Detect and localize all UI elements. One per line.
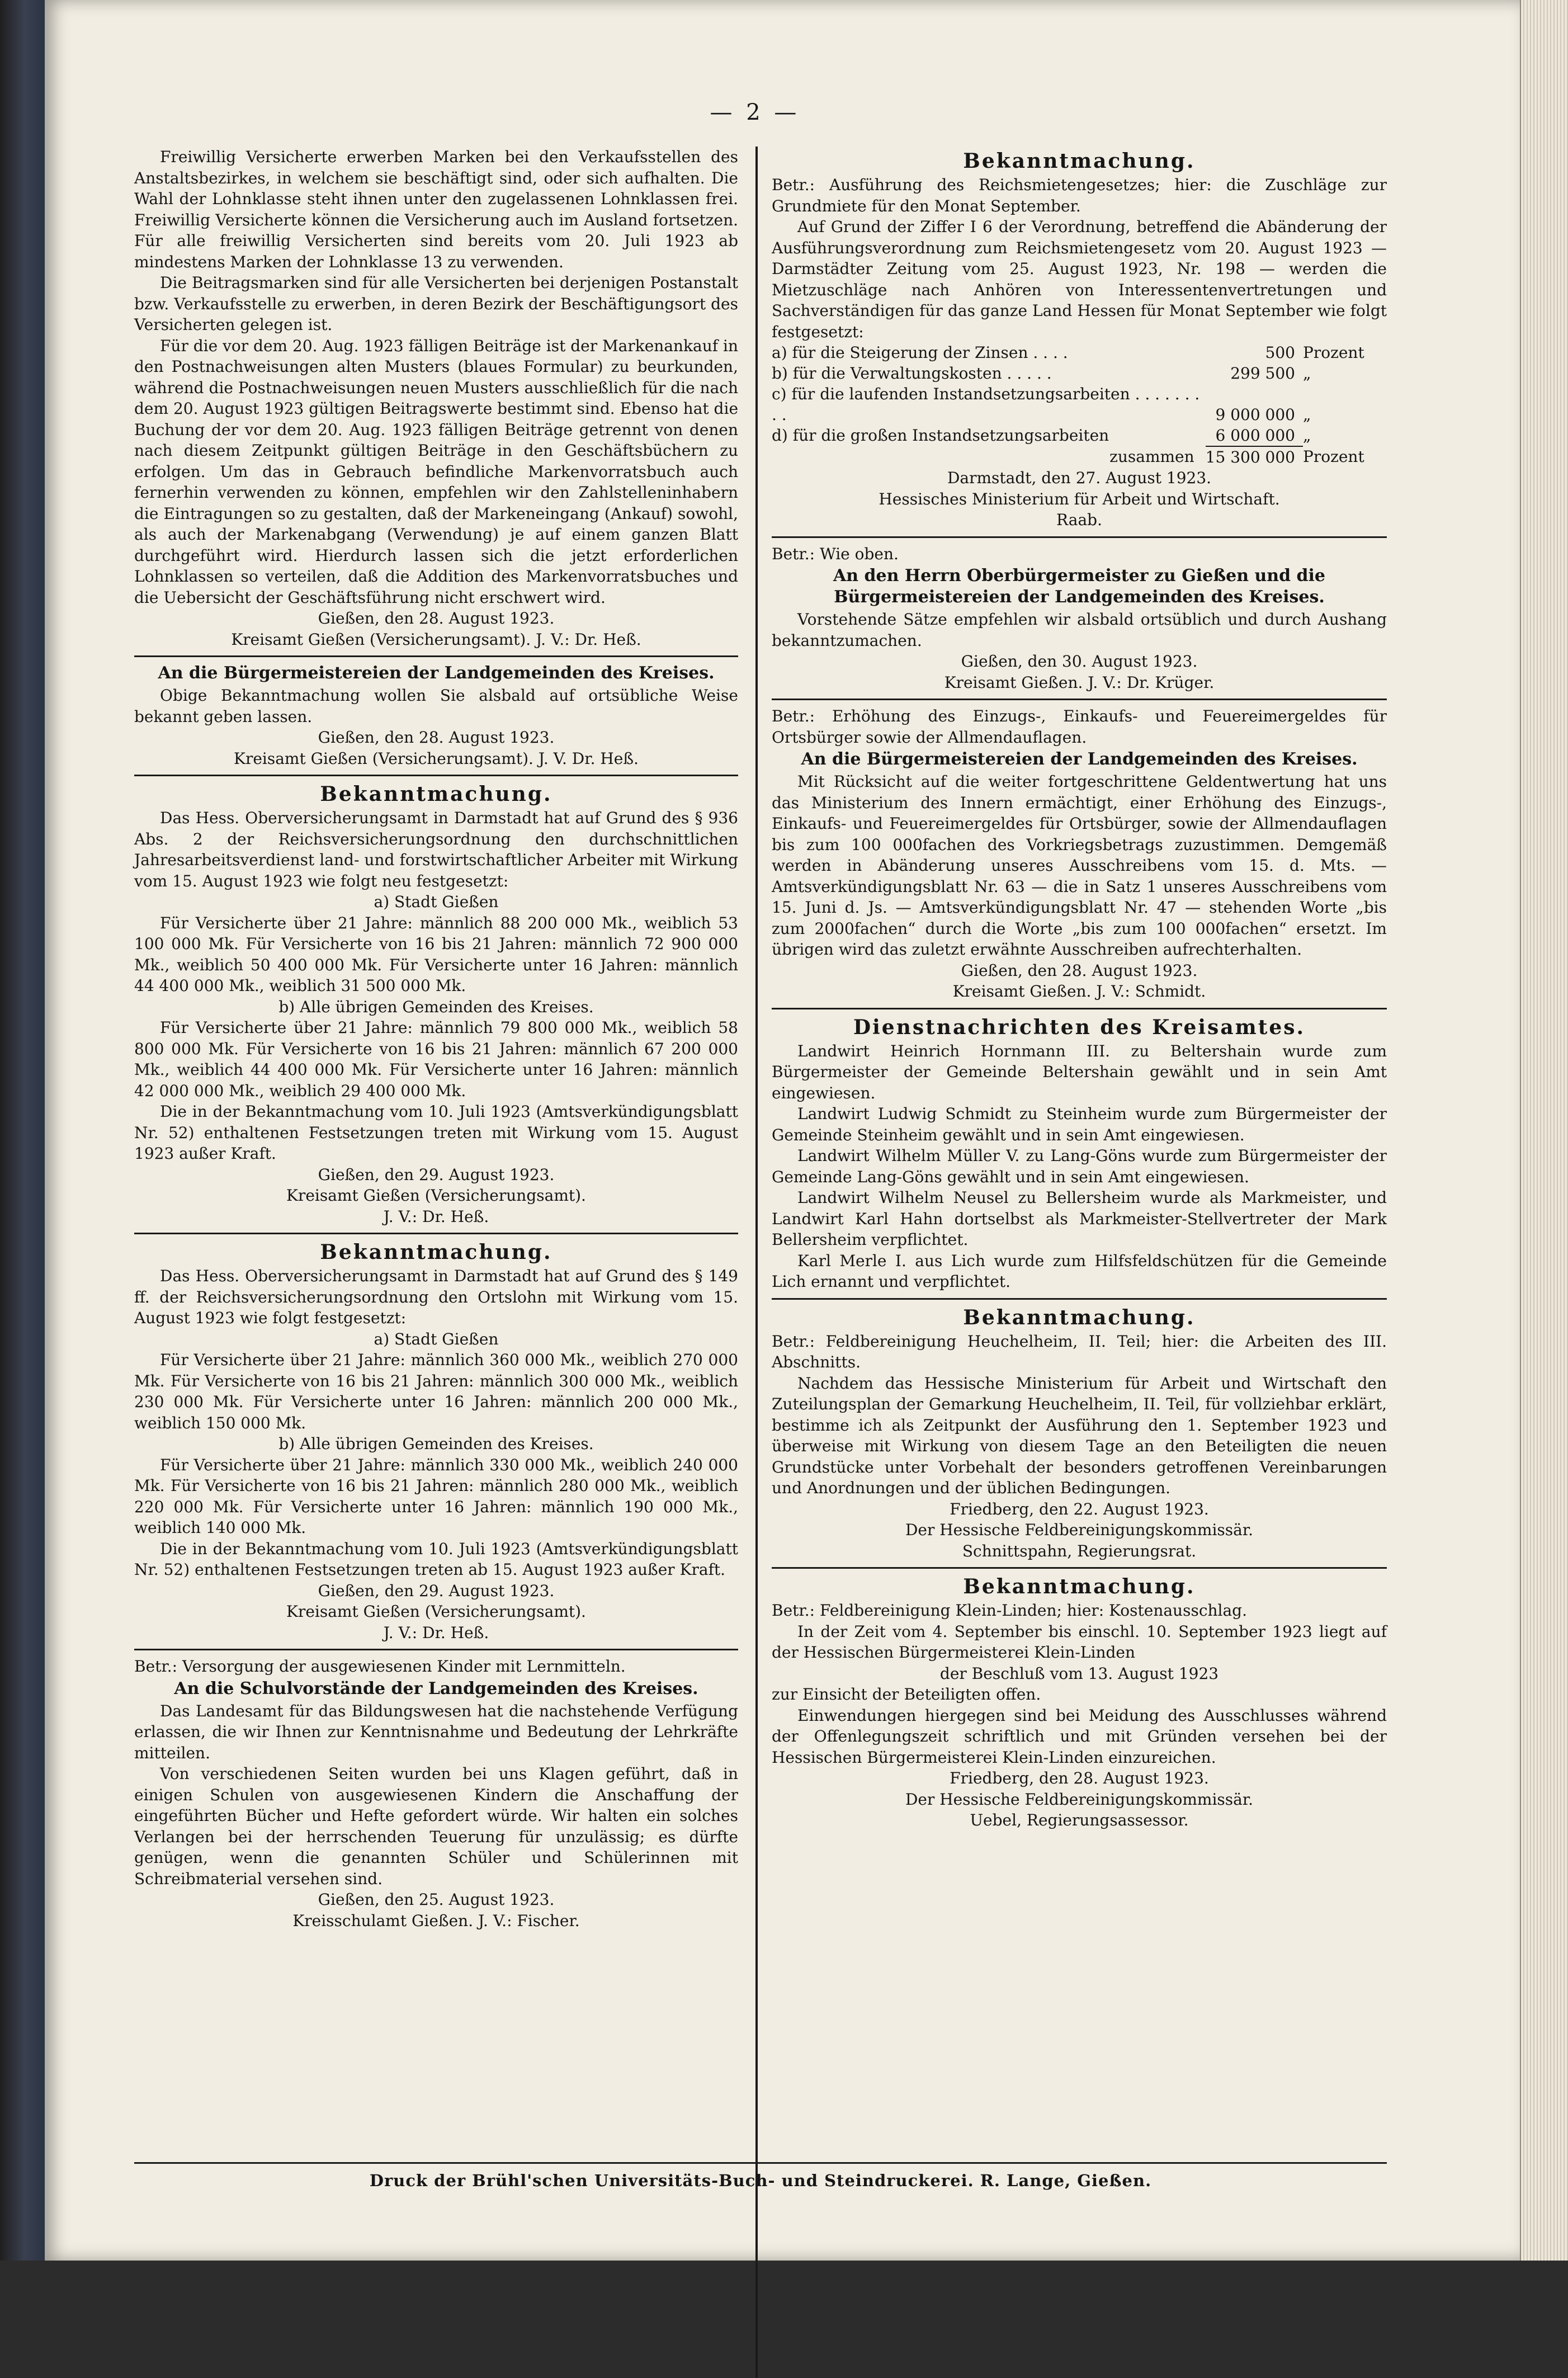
subject-line: Betr.: Feldbereinigung Heuchelheim, II. Teil; hier: die Arbeiten des III. Abschnitts.: [772, 1332, 1387, 1371]
signature-name: J. V.: Dr. Heß.: [383, 1623, 489, 1642]
page-edge: [1520, 0, 1568, 2261]
paragraph: Für Versicherte über 21 Jahre: männlich 330 000 Mk., weiblich 240 000 Mk. Für Versicherte von 16 bis 21 Jahren: männlich 280 000 Mk., weiblich 220 000 Mk. Für Versicherte unter 16 Jahren: männlich 190 000 Mk., weiblich 140 000 Mk.: [134, 1455, 738, 1537]
section-rule: [134, 1233, 738, 1234]
table-row: [772, 384, 1387, 425]
paragraph: Für Versicherte über 21 Jahre: männlich 360 000 Mk., weiblich 270 000 Mk. Für Versicherte von 16 bis 21 Jahren: männlich 300 000 Mk., weiblich 230 000 Mk. Für Versicherte unter 16 Jahren: männlich 200 000 Mk., weiblich 150 000 Mk.: [134, 1351, 738, 1432]
signature-date: Gießen, den 29. August 1923.: [318, 1165, 555, 1184]
subheading: a) Stadt Gießen: [374, 1329, 499, 1348]
signature-date: Darmstadt, den 27. August 1923.: [947, 469, 1212, 487]
signature-date: Friedberg, den 28. August 1923.: [950, 1769, 1209, 1787]
table-cell-value: 9 000 000: [1215, 405, 1295, 424]
paragraph: Landwirt Wilhelm Neusel zu Bellersheim wurde als Markmeister, und Landwirt Karl Hahn dortselbst als Markmeister-Stellvertreter der Mark Bellersheim verpflichtet.: [772, 1188, 1387, 1249]
paragraph: Landwirt Wilhelm Müller V. zu Lang-Göns wurde zum Bürgermeister der Gemeinde Lang-Göns gewählt und in sein Amt eingewiesen.: [772, 1146, 1387, 1186]
section-rule: [134, 1649, 738, 1650]
paragraph: Freiwillig Versicherte erwerben Marken bei den Verkaufsstellen des Anstaltsbezirkes, in welchem sie beschäftigt sind, oder sich aufhalten. Die Wahl der Lohnklasse steht ihnen unter den zugelassenen Lohnklassen frei. Freiwillig Versicherte können die Versicherung auch im Ausland fortsetzen. Für alle freiwillig Versicherten sind bereits vom 20. Juli 1923 ab mindestens Marken der Lohnklasse 13 zu verwenden.: [134, 148, 738, 271]
table-cell-unit: „: [1303, 426, 1311, 445]
book-spine: [0, 0, 45, 2261]
paragraph: Die in der Bekanntmachung vom 10. Juli 1923 (Amtsverkündigungsblatt Nr. 52) enthaltenen Festsetzungen treten mit Wirkung vom 15. August 1923 außer Kraft.: [134, 1102, 738, 1163]
section-rule: [772, 1008, 1387, 1009]
table-cell-unit: Prozent: [1303, 447, 1364, 466]
subheading: a) Stadt Gießen: [374, 893, 499, 911]
signature-authority: Kreisschulamt Gießen. J. V.: Fischer.: [292, 1911, 580, 1930]
paragraph: Das Landesamt für das Bildungswesen hat die nachstehende Verfügung erlassen, die wir Ihnen zur Kenntnisnahme und Bedeutung der Lehrkräfte mitteilen.: [134, 1701, 738, 1762]
paragraph: Obige Bekanntmachung wollen Sie alsbald auf ortsübliche Weise bekannt geben lassen.: [134, 686, 738, 726]
signature-authority: Kreisamt Gießen (Versicherungsamt). J. V.: Dr. Heß.: [231, 630, 641, 649]
table-cell-label: zusammen: [1109, 447, 1194, 466]
table-cell-value: 15 300 000: [1206, 446, 1303, 468]
address-heading: An die Bürgermeistereien der Landgemeinden des Kreises.: [801, 749, 1358, 769]
table-cell-unit: „: [1303, 405, 1311, 424]
signature-name: Raab.: [1056, 511, 1102, 529]
signature-date: Gießen, den 28. August 1923.: [318, 609, 555, 627]
table-cell-label: a) für die Steigerung der Zinsen . . . .: [772, 343, 1068, 362]
table-row: [772, 363, 1387, 384]
table-cell-label: c) für die laufenden Instandsetzungsarbeiten . . . . . . . . .: [772, 385, 1200, 424]
subject-line: Betr.: Ausführung des Reichsmietengesetzes; hier: die Zuschläge zur Grundmiete für den Monat September.: [772, 176, 1387, 215]
paragraph: Die in der Bekanntmachung vom 10. Juli 1923 (Amtsverkündigungsblatt Nr. 52) enthaltenen Festsetzungen treten ab 15. August 1923 außer Kraft.: [134, 1539, 738, 1579]
signature-date: Gießen, den 28. August 1923.: [961, 961, 1198, 980]
paragraph: Landwirt Ludwig Schmidt zu Steinheim wurde zum Bürgermeister der Gemeinde Steinheim gewählt und in sein Amt eingewiesen.: [772, 1105, 1387, 1144]
announcement-heading: Bekanntmachung.: [963, 1575, 1196, 1598]
signature-date: Friedberg, den 22. August 1923.: [950, 1499, 1209, 1518]
paragraph: Das Hess. Oberversicherungsamt in Darmstadt hat auf Grund des § 149 ff. der Reichsversicherungsordnung den Ortslohn mit Wirkung vom 15. August 1923 wie folgt festgesetzt:: [134, 1267, 738, 1327]
subheading: b) Alle übrigen Gemeinden des Kreises.: [278, 997, 594, 1016]
paragraph: Mit Rücksicht auf die weiter fortgeschrittene Geldentwertung hat uns das Ministerium des Innern ermächtigt, einer Erhöhung des Einzugs-, Einkaufs- und Feuereimergeldes für Ortsbürger, sowie der Allmendauflagen bis zum 100 000fachen des Vorkriegsbetrags zuzustimmen. Demgemäß werden in Abänderung unseres Ausschreibens vom 15. d. Mts. — Amtsverkündigungsblatt Nr. 63 — die in Satz 1 unseres Ausschreibens vom 15. Juni d. Js. — Amtsverkündigungsblatt Nr. 47 — stehenden Worte „bis zum 2000fachen“ durch die Worte „bis zum 100 000fachen“ ersetzt. Im übrigen wird das zuletzt erwähnte Ausschreiben aufrechterhalten.: [772, 772, 1387, 959]
announcement-heading: Bekanntmachung.: [320, 1240, 552, 1264]
table-cell-unit: Prozent: [1303, 343, 1364, 362]
column-divider: [755, 147, 758, 2378]
subject-line: Betr.: Feldbereinigung Klein-Linden; hier: Kostenausschlag.: [772, 1601, 1248, 1620]
paragraph: Für Versicherte über 21 Jahre: männlich 88 200 000 Mk., weiblich 53 100 000 Mk. Für Versicherte von 16 bis 21 Jahren: männlich 72 900 000 Mk., weiblich 50 400 000 Mk. Für Versicherte unter 16 Jahren: männlich 44 400 000 Mk., weiblich 31 500 000 Mk.: [134, 913, 738, 995]
paragraph: Von verschiedenen Seiten wurden bei uns Klagen geführt, daß in einigen Schulen von ausgewiesenen Kindern die Anschaffung der eingeführten Bücher und Hefte gefordert würde. Wir halten ein solches Verlangen bei der herrschenden Teuerung für unzulässig; es dürfte genügen, wenn die genannten Schüler und Schülerinnen mit Schreibmaterial versehen sind.: [134, 1764, 738, 1888]
signature-name: Schnittspahn, Regierungsrat.: [962, 1541, 1197, 1560]
paragraph: Vorstehende Sätze empfehlen wir alsbald ortsüblich und durch Aushang bekanntzumachen.: [772, 610, 1387, 650]
table-row: [772, 425, 1387, 446]
signature-authority: Kreisamt Gießen. J. V.: Dr. Krüger.: [944, 673, 1215, 692]
signature-date: Gießen, den 29. August 1923.: [318, 1581, 555, 1600]
section-rule: [772, 1298, 1387, 1300]
signature-date: Gießen, den 25. August 1923.: [318, 1890, 555, 1909]
paragraph: Die Beitragsmarken sind für alle Versicherten bei derjenigen Postanstalt bzw. Verkaufsstelle zu erwerben, in deren Bezirk der Beschäftigungsort des Versicherten gelegen ist.: [134, 273, 738, 334]
table-cell-label: b) für die Verwaltungskosten . . . . .: [772, 364, 1052, 383]
announcement-heading: Bekanntmachung.: [320, 782, 552, 806]
table-cell-unit: „: [1303, 364, 1311, 383]
centered-line: der Beschluß vom 13. August 1923: [939, 1664, 1219, 1683]
left-column: [134, 147, 738, 1931]
signature-date: Gießen, den 30. August 1923.: [961, 652, 1198, 671]
announcement-heading: Dienstnachrichten des Kreisamtes.: [853, 1015, 1306, 1039]
section-rule: [772, 1567, 1387, 1569]
signature-authority: Kreisamt Gießen (Versicherungsamt).: [286, 1186, 586, 1205]
subject-line: Betr.: Erhöhung des Einzugs-, Einkaufs- und Feuereimergeldes für Ortsbürger sowie der Allmendauflagen.: [772, 707, 1387, 747]
table-cell-value: 299 500: [1230, 364, 1295, 383]
table-cell-value: 6 000 000: [1215, 426, 1295, 445]
signature-name: J. V.: Dr. Heß.: [383, 1207, 489, 1226]
signature-authority: Kreisamt Gießen. J. V.: Schmidt.: [952, 982, 1206, 1001]
announcement-heading: Bekanntmachung.: [963, 149, 1196, 173]
paragraph: In der Zeit vom 4. September bis einschl. 10. September 1923 liegt auf der Hessischen Bürgermeisterei Klein-Linden: [772, 1622, 1387, 1662]
signature-date: Gießen, den 28. August 1923.: [318, 728, 555, 747]
address-heading: An die Bürgermeistereien der Landgemeinden des Kreises.: [158, 663, 715, 683]
section-rule: [772, 536, 1387, 538]
signature-authority: Der Hessische Feldbereinigungskommissär.: [905, 1521, 1254, 1539]
table-row-total: [772, 446, 1387, 468]
footer-rule: [134, 2162, 1387, 2164]
subject-line: Betr.: Wie oben.: [772, 544, 899, 563]
section-rule: [134, 775, 738, 776]
section-rule: [772, 699, 1387, 700]
announcement-heading: Bekanntmachung.: [963, 1305, 1196, 1329]
table-cell-label: d) für die großen Instandsetzungsarbeiten: [772, 426, 1109, 445]
page-number: — 2 —: [710, 100, 800, 125]
table-cell-value: 500: [1265, 343, 1295, 362]
signature-authority: Der Hessische Feldbereinigungskommissär.: [905, 1790, 1254, 1809]
paragraph: Auf Grund der Ziffer I 6 der Verordnung, betreffend die Abänderung der Ausführungsverordnung zum Reichsmietengesetz vom 20. August 1923 — Darmstädter Zeitung vom 25. August 1923, Nr. 198 — werden die Mietzuschläge nach Anhören von Interessentenvertretungen und Sachverständigen für das ganze Land Hessen für Monat September wie folgt festgesetzt:: [772, 218, 1387, 341]
right-column: [772, 147, 1387, 1831]
paragraph: Für Versicherte über 21 Jahre: männlich 79 800 000 Mk., weiblich 58 800 000 Mk. Für Versicherte von 16 bis 21 Jahren: männlich 67 200 000 Mk., weiblich 44 400 000 Mk. Für Versicherte unter 16 Jahren: männlich 42 000 000 Mk., weiblich 29 400 000 Mk.: [134, 1018, 738, 1100]
paragraph: Für die vor dem 20. Aug. 1923 fälligen Beiträge ist der Markenankauf in den Postnachweisungen alten Musters (blaues Formular) zu beurkunden, während die Postnachweisungen neuen Musters ausschließlich für die nach dem 20. August 1923 gültigen Beitragswerte bestimmt sind. Ebenso hat die Buchung der vor dem 20. Aug. 1923 fälligen Beiträge getrennt von denen nach diesem Zeitpunkt gültigen Beiträge in den Geschäftsbüchern zu erfolgen. Um das in Gebrauch befindliche Markenvorratsbuch auch fernerhin verwenden zu können, empfehlen wir den Zahlstelleninhabern die Eintragungen so zu gestalten, daß der Markeneingang (Ankauf) sowohl, als auch der Markenabgang (Verwendung) je auf einem ganzen Blatt durchgeführt wird. Hierdurch lassen sich die jetzt erforderlichen Lohnklassen so verteilen, daß die Addition des Markenvorratsbuches und die Uebersicht der Geschäftsführung nicht erschwert wird.: [134, 336, 739, 607]
subheading: b) Alle übrigen Gemeinden des Kreises.: [278, 1435, 594, 1453]
address-heading: An den Herrn Oberbürgermeister zu Gießen und die Bürgermeistereien der Landgemeinden des Kreises.: [833, 566, 1325, 607]
paragraph: Landwirt Heinrich Hornmann III. zu Beltershain wurde zum Bürgermeister der Gemeinde Beltershain gewählt und in sein Amt eingewiesen.: [772, 1041, 1387, 1102]
address-heading: An die Schulvorstände der Landgemeinden des Kreises.: [174, 1678, 698, 1698]
paragraph: Das Hess. Oberversicherungsamt in Darmstadt hat auf Grund des § 936 Abs. 2 der Reichsversicherungsordnung den durchschnittlichen Jahresarbeitsverdienst land- und forstwirtschaftlicher Arbeiter mit Wirkung vom 15. August 1923 wie folgt neu festgesetzt:: [134, 809, 738, 890]
signature-name: Uebel, Regierungsassessor.: [970, 1811, 1189, 1829]
printer-imprint: Druck der Brühl'schen Universitäts-Buch- und Steindruckerei. R. Lange, Gießen.: [369, 2171, 1152, 2190]
table-row: [772, 342, 1387, 363]
paragraph: zur Einsicht der Beteiligten offen.: [772, 1685, 1041, 1704]
section-rule: [134, 655, 738, 657]
subject-line: Betr.: Versorgung der ausgewiesenen Kinder mit Lernmitteln.: [134, 1657, 626, 1676]
signature-authority: Kreisamt Gießen (Versicherungsamt).: [286, 1602, 586, 1621]
signature-authority: Hessisches Ministerium für Arbeit und Wirtschaft.: [879, 489, 1280, 508]
paragraph: Nachdem das Hessische Ministerium für Arbeit und Wirtschaft den Zuteilungsplan der Gemarkung Heuchelheim, II. Teil, für vollziehbar erklärt, bestimme ich als Zeitpunkt der Ausführung den 1. September 1923 und überweise mit Wirkung von diesem Tage an den Beteiligten die neuen Grundstücke unter Vorbehalt der besonders getroffenen Vereinbarungen und Anordnungen und der üblichen Bedingungen.: [772, 1374, 1387, 1497]
signature-authority: Kreisamt Gießen (Versicherungsamt). J. V. Dr. Heß.: [234, 749, 639, 768]
surcharge-table: [772, 342, 1387, 468]
paragraph: Einwendungen hiergegen sind bei Meidung des Ausschlusses während der Offenlegungszeit schriftlich und mit Gründen versehen bei der Hessischen Bürgermeisterei Klein-Linden einzureichen.: [772, 1706, 1387, 1767]
paragraph: Karl Merle I. aus Lich wurde zum Hilfsfeldschützen für die Gemeinde Lich ernannt und verpflichtet.: [772, 1251, 1387, 1291]
